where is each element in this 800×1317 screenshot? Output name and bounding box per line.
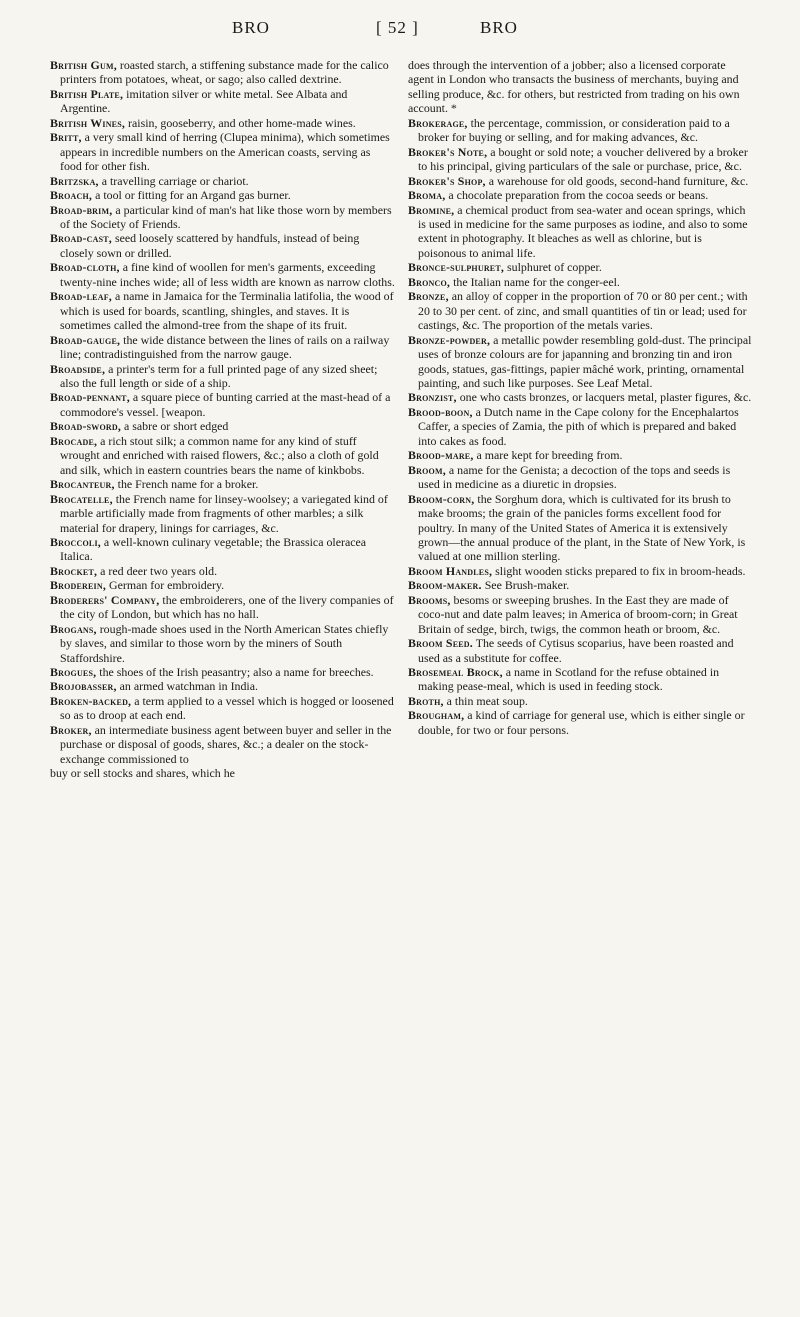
entry-definition: roasted starch, a stiffening substance made for the calico printers from potatoes, wheat, or sago; also called dextrine. [60,58,389,87]
entry-definition: a fine kind of woollen for men's garments, exceeding twenty-nine inches wide; all of less width are known as narrow cloths. [60,260,395,289]
dictionary-entry [50,116,395,130]
entry-definition: an intermediate business agent between buyer and seller in the purchase or disposal of goods, shares, &c.; a dealer on the stock-exchange commissioned to [60,722,392,766]
dictionary-entry [408,260,753,274]
entry-definition: the embroiderers, one of the livery companies of the city of London, but which has no hall. [60,592,394,622]
entry-headword: Bronze-powder, [408,332,491,347]
dictionary-entry [50,130,395,173]
entry-definition: a name for the Genista; a decoction of the tops and seeds is used in medicine as a diuretic in dropsies. [418,462,731,492]
entry-headword: Bronze, [408,289,449,304]
entry-headword: Broad-cast, [50,231,112,246]
right-column [408,58,753,1308]
dictionary-entry [408,708,753,737]
dictionary-entry [50,477,395,491]
dictionary-entry [50,362,395,391]
entry-headword: Broderers' Company, [50,592,160,607]
dictionary-entry [50,766,395,780]
dictionary-entry [408,333,753,391]
entry-headword: Broach, [50,188,93,203]
dictionary-entry [408,448,753,462]
dictionary-entry [408,405,753,448]
running-header [0,18,800,48]
entry-definition: See Brush-maker. [484,578,570,593]
entry-headword: Broccoli, [50,534,101,549]
entry-definition: rough-made shoes used in the North American States chiefly by slaves, and similar to those worn by the miners of South Staffordshire. [60,621,389,665]
entry-definition: a rich stout silk; a common name for any kind of stuff wrought and enriched with raised flowers, &c.; also a cloth of gold and silk, which in eastern countries bears the name of kinkbobs. [60,433,379,477]
entry-headword: Broad-gauge, [50,332,121,347]
entry-headword: Broad-brim, [50,202,113,217]
dictionary-entry [408,58,753,116]
entry-headword: Brojobasser, [50,679,117,694]
dictionary-entry [50,419,395,433]
entry-headword: Brooms, [408,592,451,607]
entry-headword: Britzska, [50,173,99,188]
dictionary-entry [50,665,395,679]
dictionary-entry [50,174,395,188]
entry-definition: seed loosely scattered by handfuls, instead of being closely sown or drilled. [60,231,360,260]
dictionary-entry [50,390,395,419]
entry-headword: Brogans, [50,621,97,636]
entry-definition: the Italian name for the conger-eel. [453,274,620,289]
entry-definition: a bought or sold note; a voucher delivered by a broker to his principal, giving particulars of the sale or purchase, price, &c. [418,144,748,174]
entry-definition: a sabre or short edged [124,419,229,434]
entry-definition: raisin, gooseberry, and other home-made wines. [128,115,356,130]
entry-headword: British Plate, [50,86,124,101]
entry-headword: Broom, [408,462,446,477]
dictionary-entry [50,593,395,622]
dictionary-entry [50,87,395,116]
entry-headword: Brood-mare, [408,448,474,463]
entry-definition: the French name for linsey-woolsey; a variegated kind of marble artificially made from fragments of other marbles; a silk material for drapery, linings for carriages, &c. [60,491,388,535]
entry-headword: Broom-maker. [408,578,482,593]
entry-headword: Broken-backed, [50,693,132,708]
entry-definition: an armed watchman in India. [119,679,258,694]
entry-definition: a printer's term for a full printed page of any sized sheet; also the full length or side of a ship. [60,361,378,390]
entry-definition: a warehouse for old goods, second-hand furniture, &c. [488,173,749,188]
entry-definition: a kind of carriage for general use, which is either single or double, for two or four persons. [418,708,745,737]
dictionary-entry [408,275,753,289]
entry-headword: Brokerage, [408,115,468,130]
dictionary-entry [50,188,395,202]
dictionary-entry [408,203,753,261]
dictionary-entry [50,622,395,665]
entry-definition: a chocolate preparation from the cocoa seeds or beans. [448,188,709,203]
entry-definition: slight wooden sticks prepared to fix in broom-heads. [495,563,746,578]
dictionary-entry [50,58,395,87]
header-right-guide-word: BRO [480,18,518,37]
entry-definition: German for embroidery. [109,578,225,593]
entry-headword: Broker, [50,722,92,737]
entry-headword: Broad-leaf, [50,289,112,304]
entry-definition: buy or sell stocks and shares, which he [50,766,235,781]
entry-headword: Broad-cloth, [50,260,120,275]
entry-definition: a red deer two years old. [100,563,218,578]
entry-definition: the French name for a broker. [117,477,259,492]
entry-headword: Broadside, [50,361,106,376]
dictionary-entry [408,564,753,578]
entry-headword: Brougham, [408,708,465,723]
dictionary-entry [50,333,395,362]
dictionary-entry [50,578,395,592]
dictionary-entry [50,492,395,535]
entry-headword: British Gum, [50,58,117,72]
entry-headword: Brocket, [50,563,98,578]
entry-headword: British Wines, [50,115,126,130]
entry-definition: sulphuret of copper. [507,260,602,275]
header-left-guide-word: BRO [232,18,270,37]
entry-definition: a travelling carriage or chariot. [101,173,249,188]
dictionary-entry [50,723,395,766]
dictionary-entry [408,463,753,492]
dictionary-entry [50,535,395,564]
entry-headword: Bromine, [408,202,455,217]
entry-definition: an alloy of copper in the proportion of 70 or 80 per cent.; with 20 to 30 per cent. of zinc, and small quantities of tin or lead; used for castings, &c. The proportion of the metals varies. [418,289,748,333]
dictionary-entry [50,564,395,578]
entry-headword: Broma, [408,188,446,203]
entry-definition: a name in Scotland for the refuse obtained in making pease-meal, which is used in feeding stock. [418,665,720,694]
dictionary-entry [50,289,395,332]
entry-headword: Bronco, [408,274,451,289]
entry-headword: Broker's Note, [408,144,488,159]
entry-headword: Brocanteur, [50,477,115,492]
entry-definition: a very small kind of herring (Clupea minima), which sometimes appears in incredible numbers on the American coasts, serving as food for other fish. [60,130,390,174]
entry-definition: The seeds of Cytisus scoparius, have been roasted and used as a substitute for coffee. [418,636,734,665]
entry-headword: Brocatelle, [50,491,113,506]
entry-definition: a metallic powder resembling gold-dust. The principal uses of bronze colours are for japanning and bronzing tin and iron goods, statues, gas-fittings, papier mâché work, printing, ornamental painting, and such like purposes. See Leaf Metal. [418,332,752,390]
entry-definition: a well-known culinary vegetable; the Brassica oleracea Italica. [60,534,367,564]
entry-definition: a term applied to a vessel which is hogged or loosened so as to droop at each end. [60,693,394,723]
entry-headword: Brogues, [50,665,97,680]
entry-definition: the shoes of the Irish peasantry; also a name for breeches. [99,665,374,680]
dictionary-entry [50,434,395,477]
entry-headword: Broom Handles, [408,563,493,578]
entry-headword: Broker's Shop, [408,173,486,188]
dictionary-entry [408,289,753,332]
dictionary-entry [408,492,753,564]
entry-headword: Broad-pennant, [50,390,130,405]
dictionary-entry [408,694,753,708]
entry-definition: a square piece of bunting carried at the mast-head of a commodore's vessel. [weapon. [60,390,391,419]
entry-headword: Brocade, [50,433,98,448]
entry-definition: a tool or fitting for an Argand gas burner. [95,188,291,203]
entry-definition: does through the intervention of a jobber; also a licensed corporate agent in London who transacts the business of merchants, buying and selling produce, &c. for others, but restricted from trading on his own account. * [408,58,740,116]
entry-definition: imitation silver or white metal. See Albata and Argentine. [60,86,348,116]
entry-definition: a mare kept for breeding from. [476,448,623,463]
entry-definition: a name in Jamaica for the Terminalia latifolia, the wood of which is used for boards, scantling, shingles, and staves. It is sometimes called the almond-tree from the shape of its fruit. [60,289,394,333]
entry-headword: Britt, [50,130,82,145]
dictionary-entry [50,231,395,260]
entry-headword: Broom Seed. [408,636,473,651]
entry-headword: Broderein, [50,578,107,593]
entry-definition: a Dutch name in the Cape colony for the Encephalartos Caffer, a species of Zamia, the pith of which is prepared and baked into cakes as food. [418,404,739,448]
entry-headword: Broom-corn, [408,491,475,506]
entry-headword: Broth, [408,693,444,708]
entry-headword: Brood-boon, [408,404,473,419]
entry-headword: Broad-sword, [50,419,122,434]
left-column [50,58,395,1308]
dictionary-entry [408,390,753,404]
dictionary-entry [408,116,753,145]
entry-definition: a thin meat soup. [446,693,528,708]
entry-definition: the Sorghum dora, which is cultivated for its brush to make brooms; the grain of the panicles forms excellent food for poultry. In many of the United States of America it is extensively grown—the annual produce of the plant, in the State of New York, is valued at one million sterling. [418,491,746,564]
entry-definition: a chemical product from sea-water and ocean springs, which is used in medicine for the same purposes as iodine, and also to some extent in photography. It bleaches as well as chlorine, but is poisonous to animal life. [418,202,748,260]
entry-definition: one who casts bronzes, or lacquers metal, plaster figures, &c. [459,390,752,405]
dictionary-entry [408,174,753,188]
dictionary-entry [50,694,395,723]
dictionary-entry [408,145,753,174]
entry-definition: besoms or sweeping brushes. In the East they are made of coco-nut and date palm leaves; in America of broom-corn; in Great Britain of sedge, birch, twigs, the common heath or broom, &c. [418,592,738,636]
dictionary-entry [408,665,753,694]
entry-headword: Bronzist, [408,390,457,405]
entry-headword: Brosemeal Brock, [408,665,503,680]
dictionary-entry [50,203,395,232]
page-number: [ 52 ] [376,18,419,37]
dictionary-entry [408,636,753,665]
dictionary-entry [50,679,395,693]
dictionary-entry [50,260,395,289]
entry-headword: Bronce-sulphuret, [408,260,505,275]
dictionary-entry [408,593,753,636]
entry-definition: a particular kind of man's hat like those worn by members of the Society of Friends. [60,202,392,231]
entry-definition: the percentage, commission, or consideration paid to a broker for buying or selling, and for making advances, &c. [418,115,730,145]
dictionary-entry [408,188,753,202]
dictionary-entry [408,578,753,592]
entry-definition: the wide distance between the lines of rails on a railway line; contradistinguished from the narrow gauge. [60,332,390,362]
